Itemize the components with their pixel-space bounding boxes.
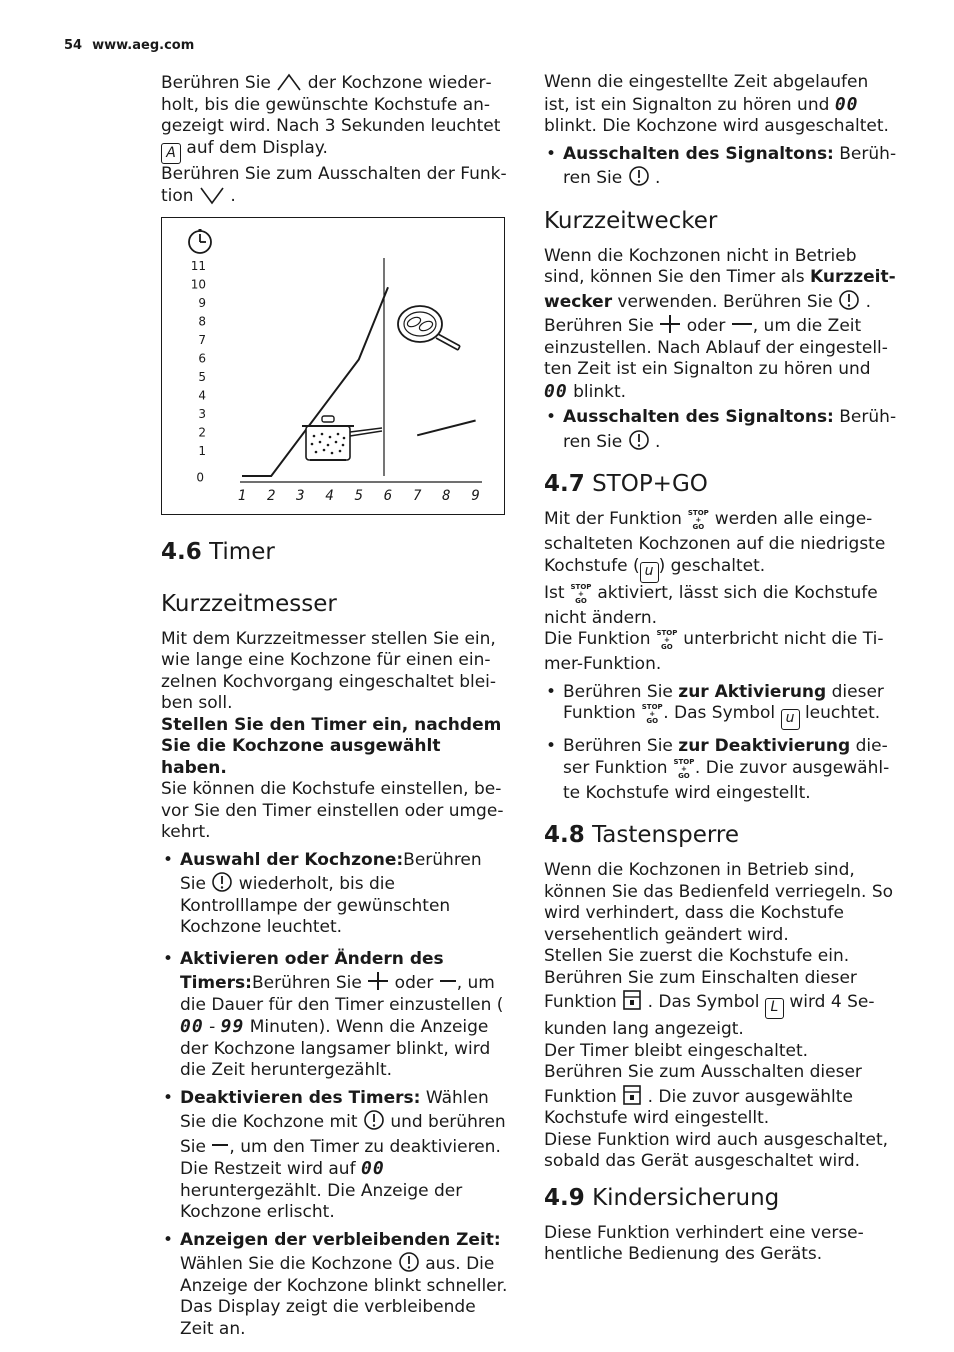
x-tick-label: 5 [354,487,364,504]
x-tick-label: 9 [471,487,480,504]
intro-paragraph-2: Berühren Sie zum Ausschalten der Funktion . [161,163,507,206]
frying-pan-icon [398,306,460,350]
kzm-paragraph-1: Mit dem Kurzzeitmesser stellen Sie ein, wie lange eine Kochzone für einen einzelnen Kochvorgang eingeschaltet bleiben soll. [161,628,497,713]
section-4-8-heading: 4.8 Tastensperre [544,822,740,848]
power-icon [628,165,650,187]
y-tick-label: 4 [198,388,206,402]
section-4-7-heading: 4.7 STOP+GO [544,471,708,497]
minus-icon [439,970,457,992]
lock-paragraph-1: Wenn die Kochzonen in Betrieb sind, können Sie das Bedienfeld verriegeln. So wird verhindert, dass die Kochstufe versehentlich geändert wird. [544,860,894,945]
kzm-paragraph-2: Sie können die Kochstufe einstellen, bevor Sie den Timer einstellen oder umgekehrt. [161,779,504,842]
display-00: 00 [834,93,859,115]
list-item: • Berühren Sie zur Deaktivierung dieser Funktion STOP + GO . Die zuvor ausgewählte Kochstufe wird eingestellt. [544,736,899,804]
kzw-signal-off-list [544,407,899,453]
child-lock-paragraph: Diese Funktion verhindert eine versehentliche Bedienung des Geräts. [544,1222,864,1264]
y-tick-label: 8 [198,314,206,328]
cooking-level-figure [161,217,505,515]
intro-paragraph-1: Berühren Sie der Kochzone wiederholt, bis die gewünschte Kochstufe angezeigt wird. Nach 3 Sekunden leuchtet A auf dem Display. [161,72,511,164]
y-tick-label: 7 [198,332,206,347]
y-tick-label: 5 [198,369,206,384]
list-item: • Ausschalten des Signaltons: Berühren Sie . [544,407,899,453]
y-tick-label: 6 [198,351,206,365]
signal-off-list [544,144,899,190]
kzw-paragraph-2: Berühren Sie oder , um die Zeit einzustellen. Nach Ablauf der eingestellten Zeit ist ein Signalton zu hören und 00 blinkt. [544,313,899,403]
page-header [64,38,194,53]
x-tick-label: 8 [442,487,451,504]
list-item: • Anzeigen der verbleibenden Zeit: Wählen Sie die Kochzone aus. Die Anzeige der Kochzone blinkt schneller. Das Display zeigt die verbleibende Zeit an. [161,1230,511,1341]
y-tick-label: 10 [190,277,206,291]
cooking-level-chart [162,218,504,514]
power-icon [398,1251,420,1273]
left-column [161,72,511,1346]
series-line-2 [417,420,475,435]
stopgo-list [544,682,899,805]
page-number: 54 [64,38,83,53]
x-tick-label: 3 [296,487,305,504]
list-item: • Ausschalten des Signaltons: Berühren Sie . [544,144,899,190]
lock-paragraph-3: Berühren Sie zum Einschalten dieser Funktion . Das Symbol L wird 4 Sekunden lang angezeigt. [544,967,875,1039]
x-tick-label: 7 [412,487,422,504]
chevron-up-icon [276,72,302,92]
display-00: 00 [360,1158,385,1179]
lock-key-icon [622,989,642,1011]
x-tick-label: 1 [237,487,247,504]
x-tick-label: 2 [266,487,276,504]
stop-go-icon: STOP + GO [641,703,663,725]
list-item: • Berühren Sie zur Aktivierung dieser Funktion STOP + GO . Das Symbol u leuchtet. [544,682,899,731]
section-4-9-heading: 4.9 Kindersicherung [544,1184,780,1211]
timer-expired-paragraph: Wenn die eingestellte Zeit abgelaufen ist, ist ein Signalton zu hören und 00 blinkt. Die Kochzone wird ausgeschaltet. [544,72,889,136]
display-u-icon: u [781,709,800,730]
display-99: 99 [220,1016,245,1037]
list-item: • Auswahl der Kochzone:Berühren Sie wiederholt, bis die Kontrolllampe der gewünschten Kochzone leuchtet. [161,850,511,939]
y-tick-label: 2 [198,425,206,439]
lock-paragraph-6: Diese Funktion wird auch ausgeschaltet, sobald das Gerät ausgeschaltet wird. [544,1129,889,1171]
plus-icon [367,970,389,992]
list-item: • Aktivieren oder Ändern des Timers:Berühren Sie oder , um die Dauer für den Timer einzustellen ( 00 - 99 Minuten). Wenn die Anzeige der Kochzone langsamer blinkt, wird die Zeit heruntergezählt. [161,949,511,1082]
pot-icon [302,416,382,460]
lock-key-icon [622,1084,642,1106]
subheading-kurzzeitmesser: Kurzzeitmesser [161,590,337,617]
subheading-kurzzeitwecker: Kurzzeitwecker [544,207,718,234]
display-00: 00 [180,1016,204,1037]
y-tick-label: 11 [190,258,206,273]
minus-icon [211,1134,229,1156]
stop-go-icon: STOP + GO [687,509,709,531]
display-l-icon: L [765,998,784,1019]
y-tick-label: 3 [198,406,206,421]
power-icon [838,289,860,311]
lock-paragraph-5: Berühren Sie zum Ausschalten dieser Funktion . Die zuvor ausgewählte Kochstufe wird eingestellt. [544,1062,862,1128]
lock-paragraph-4: Der Timer bleibt eingeschaltet. [544,1040,809,1061]
power-icon [363,1109,385,1131]
display-00: 00 [544,380,568,402]
x-tick-label: 6 [383,487,393,504]
kzw-paragraph-1: Wenn die Kochzonen nicht in Betrieb sind, können Sie den Timer als Kurzzeitwecker verwenden. Berühren Sie . [544,245,896,312]
y-tick-label: 1 [198,443,206,458]
power-icon [628,429,650,451]
list-item: • Deaktivieren des Timers: Wählen Sie die Kochzone mit und berühren Sie , um den Timer zu deaktivieren. Die Restzeit wird auf 00 heruntergezählt. Die Anzeige der Kochzone erlischt. [161,1088,511,1224]
y-tick-label: 0 [196,470,204,484]
stopgo-paragraph-1: Mit der Funktion STOP + GO werden alle eingeschalteten Kochzonen auf die niedrigste Kochstufe ( u ) geschaltet. [544,509,899,583]
stop-go-icon: STOP + GO [656,629,678,651]
stopgo-paragraph-3: Die Funktion STOP + GO unterbricht nicht die Timer-Funktion. [544,629,884,674]
timer-bullet-list [161,850,511,1341]
power-icon [211,871,233,893]
stopgo-paragraph-2: Ist STOP + GO aktiviert, lässt sich die Kochstufe nicht ändern. [544,582,878,628]
site-url: www.aeg.com [92,38,195,53]
kzm-bold-note: Stellen Sie den Timer ein, nachdem Sie die Kochzone ausgewählt haben. [161,714,502,778]
plus-icon [659,313,681,335]
y-tick-label: 9 [198,295,206,310]
chevron-down-icon [199,185,225,205]
stop-go-icon: STOP + GO [570,582,592,605]
minus-icon [731,313,753,335]
display-glyph-a-icon: A [161,143,181,164]
clock-icon [189,229,211,253]
x-tick-label: 4 [325,487,334,504]
stop-go-icon: STOP + GO [673,757,695,780]
lock-paragraph-2: Stellen Sie zuerst die Kochstufe ein. [544,946,850,966]
right-column [544,72,899,1266]
section-4-6-heading: 4.6 Timer [161,538,275,565]
display-u-icon: u [640,562,659,583]
